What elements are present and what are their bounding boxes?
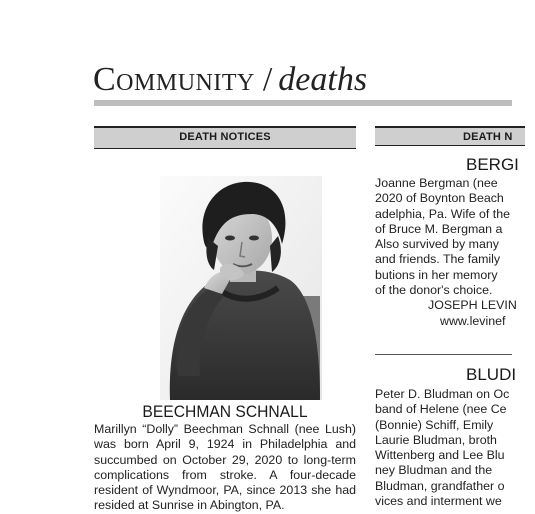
text-line: butions in her memory [375,267,498,282]
text-line: ney Bludman and the [375,463,493,478]
notice-separator [375,354,512,355]
notice-text-bludman [375,387,535,509]
section-title-main: Community [93,61,255,98]
notice-name-bludman: BLUDI [466,365,517,384]
portrait-photo [160,176,322,400]
section-title-separator: / [262,61,273,98]
notice-name-schnall: BEECHMAN SCHNALL [142,402,308,421]
text-line: and friends. The family [375,252,501,267]
text-line: (Bonnie) Schiff, Emily [375,417,494,432]
text-line: adelphia, Pa. Wife of the [375,206,511,221]
text-line: band of Helene (nee Ce [375,402,507,417]
title-rule [94,100,512,106]
column-heading-left: DEATH NOTICES [94,126,356,149]
notice-text-bergman [375,176,535,329]
text-line: of Bruce M. Bergman a [375,221,503,236]
text-line: Joanne Bergman (nee [375,176,498,190]
funeral-home-website: www.levinef [440,313,506,328]
column-heading-right: DEATH N [375,126,525,146]
text-line: Wittenberg and Lee Blu [375,448,505,463]
text-line: Peter D. Bludman on Oc [375,387,510,401]
text-line: vices and interment we [375,494,502,509]
text-line: Bludman, grandfather o [375,478,505,493]
notice-name-bergman: BERGI [466,155,519,174]
section-title [93,60,367,100]
text-line: of the donor's choice. [375,283,493,298]
text-line: 2020 of Boynton Beach [375,191,504,206]
text-line: Also survived by many [375,237,499,252]
funeral-home-credit: JOSEPH LEVIN [428,298,517,313]
notice-text-schnall: Marillyn “Dolly” Beechman Schnall (nee Lush) was born April 9, 1924 in Philadelphia and succumbed on October 29, 2020 to long-term complications from stroke. A four-decade resident of Wyndmoor, PA, since 2013 she had resided at Sunrise in Abington, PA. [94,422,356,513]
section-title-sub: deaths [278,61,368,98]
text-line: Laurie Bludman, broth [375,432,497,447]
